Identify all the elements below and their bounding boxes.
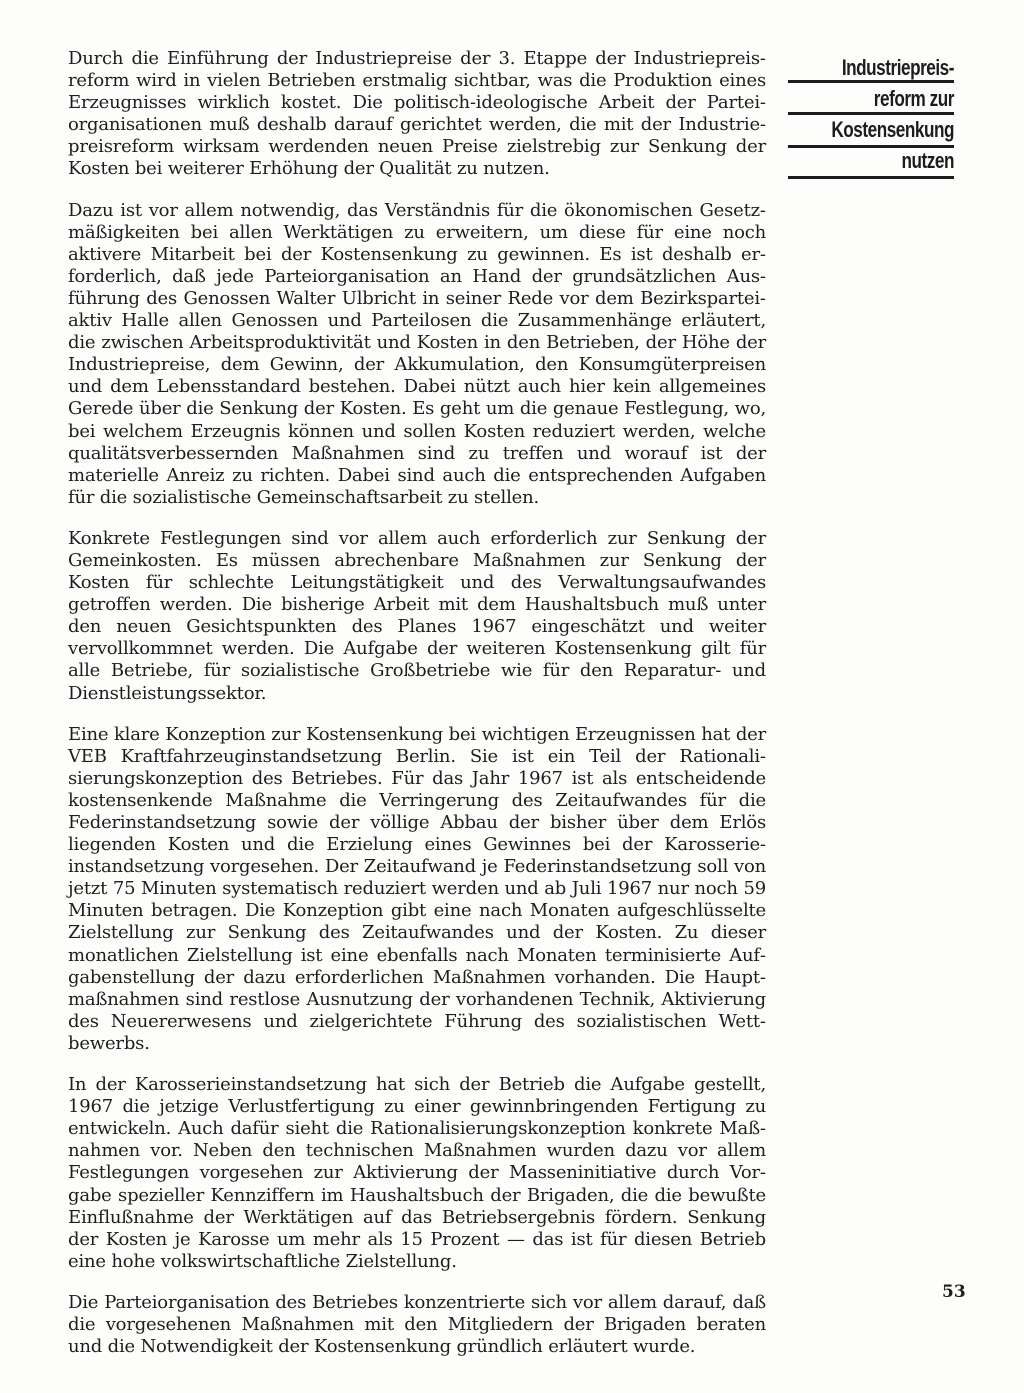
paragraph-1: Durch die Einführung der Industriepreise der 3. Etappe der Industriepreisreform wird in vielen Betrieben erstmalig sichtbar, was die Produktion eines Erzeugnisses wirklich kostet. Die politisch-ideologische Arbeit der Parteiorganisationen muß deshalb darauf gerichtet werden, die mit der Industriepreisreform wirksam werdenden neuen Preise zielstrebig zur Senkung der Kosten bei weiterer Erhöhung der Qualität zu nutzen. (68, 48, 766, 180)
page-number: 53 (942, 1282, 966, 1302)
paragraph-2: Dazu ist vor allem notwendig, das Verständnis für die ökonomischen Gesetzmäßigkeiten bei allen Werktätigen zu erweitern, um diese für eine noch aktivere Mitarbeit bei der Kostensenkung zu gewinnen. Es ist deshalb erforderlich, daß jede Parteiorganisation an Hand der grundsätzlichen Ausführung des Genossen Walter Ulbricht in seiner Rede vor dem Bezirksparteiaktiv Halle allen Genossen und Parteilosen die Zusammenhänge erläutert, die zwischen Arbeitsproduktivität und Kosten in den Betrieben, der Höhe der Industriepreise, dem Gewinn, der Akkumulation, den Konsumgüterpreisen und dem Lebensstandard bestehen. Dabei nützt auch hier kein allgemeines Gerede über die Senkung der Kosten. Es geht um die genaue Festlegung, wo, bei welchem Erzeugnis können und sollen Kosten reduziert werden, welche qualitätsverbessernden Maßnahmen sind zu treffen und worauf ist der materielle Anreiz zu richten. Dabei sind auch die entsprechenden Aufgaben für die sozialistische Gemeinschaftsarbeit zu stellen. (68, 199, 766, 508)
paragraph-5: In der Karosserieinstandsetzung hat sich der Betrieb die Aufgabe gestellt, 1967 die jetzige Verlustfertigung zu einer gewinnbringenden Fertigung zu entwickeln. Auch dafür sieht die Rationalisierungskonzeption konkrete Maßnahmen vor. Neben den technischen Maßnahmen wurden dazu vor allem Festlegungen vorgesehen zur Aktivierung der Masseninitiative durch Vorgabe spezieller Kennziffern im Haushaltsbuch der Brigaden, die die bewußte Einflußnahme der Werktätigen auf das Betriebsergebnis fördern. Senkung der Kosten je Karosse um mehr als 15 Prozent — das ist für diesen Betrieb eine hohe volkswirtschaftliche Zielstellung. (68, 1074, 766, 1272)
paragraph-3: Konkrete Festlegungen sind vor allem auch erforderlich zur Senkung der Gemeinkosten. Es müssen abrechenbare Maßnahmen zur Senkung der Kosten für schlechte Leitungstätigkeit und des Verwaltungsaufwandes getroffen werden. Die bisherige Arbeit mit dem Haushaltsbuch muß unter den neuen Gesichtspunkten des Planes 1967 eingeschätzt und weiter vervollkommnet werden. Die Aufgabe der weiteren Kostensenkung gilt für alle Betriebe, für sozialistische Großbetriebe wie für den Reparatur- und Dienstleistungssektor. (68, 527, 766, 704)
heading-line-4: nutzen (901, 148, 954, 173)
heading-line-1: Industriepreis- (841, 55, 954, 80)
heading-line-3: Kostensenkung (831, 117, 954, 142)
heading-rule-1 (788, 80, 954, 83)
heading-rule-2 (788, 112, 954, 115)
heading-rule-4 (788, 176, 954, 179)
paragraph-4: Eine klare Konzeption zur Kostensenkung bei wichtigen Erzeugnissen hat der VEB Kraftfahrzeuginstandsetzung Berlin. Sie ist ein Teil der Rationalisierungskonzeption des Betriebes. Für das Jahr 1967 ist als entscheidende kostensenkende Maßnahme die Verringerung des Zeitaufwandes für die Federinstandsetzung sowie der völlige Abbau der bisher über dem Erlös liegenden Kosten und die Erzielung eines Gewinnes bei der Karosserieinstandsetzung vorgesehen. Der Zeitaufwand je Federinstandsetzung soll von jetzt 75 Minuten systematisch reduziert werden und ab Juli 1967 nur noch 59 Minuten betragen. Die Konzeption gibt eine nach Monaten aufgeschlüsselte Zielstellung zur Senkung des Zeitaufwandes und der Kosten. Zu dieser monatlichen Zielstellung ist eine ebenfalls nach Monaten terminisierte Aufgabenstellung der dazu erforderlichen Maßnahmen vorhanden. Die Hauptmaßnahmen sind restlose Ausnutzung der vorhandenen Technik, Aktivierung des Neuererwesens und zielgerichtete Führung des sozialistischen Wettbewerbs. (68, 723, 766, 1054)
heading-rule-3 (788, 145, 954, 148)
heading-line-2: reform zur (873, 86, 954, 111)
body-text (68, 48, 766, 1358)
paragraph-6: Die Parteiorganisation des Betriebes konzentrierte sich vor allem darauf, daß die vorgesehenen Maßnahmen mit den Mitgliedern der Brigaden beraten und die Notwendigkeit der Kostensenkung gründlich erläutert wurde. (68, 1291, 766, 1358)
